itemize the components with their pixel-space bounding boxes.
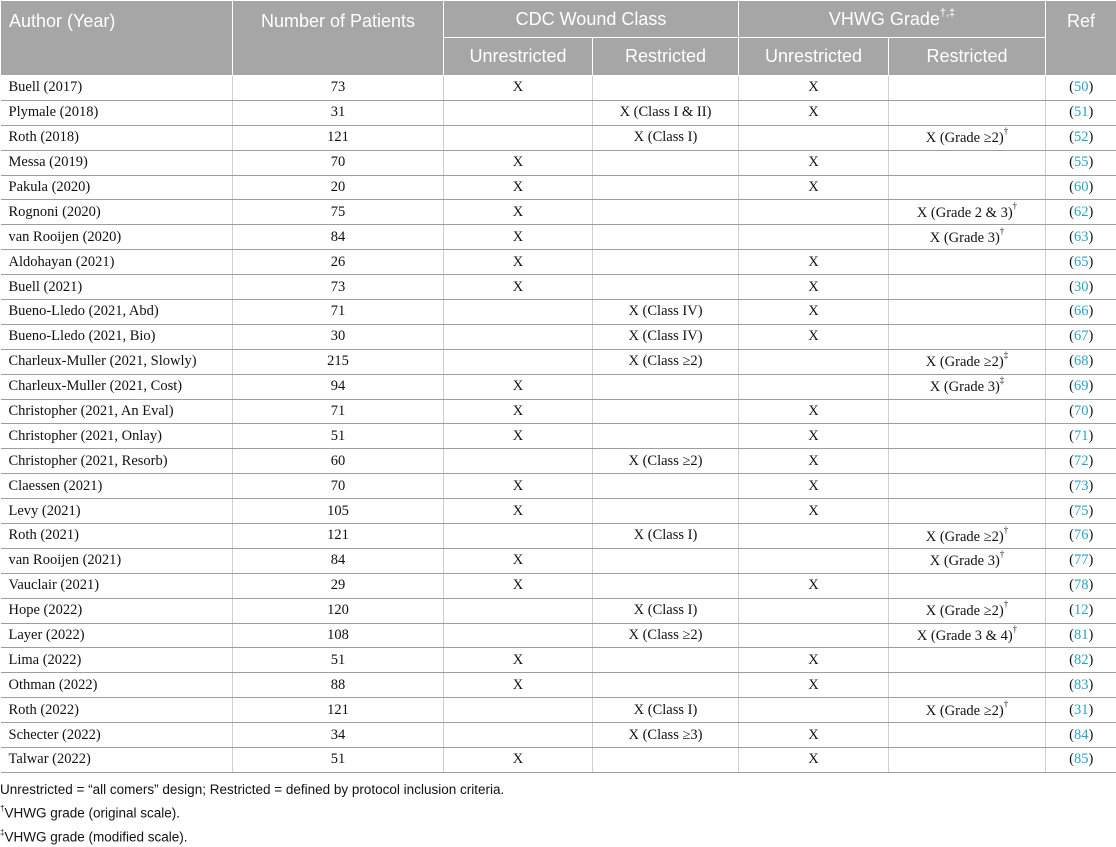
table-row [1, 399, 1116, 424]
author-cell: van Rooijen (2020) [1, 225, 233, 250]
cdc-unrestricted-cell: X [444, 250, 593, 275]
ref-link[interactable]: 83 [1074, 677, 1089, 693]
ref-link[interactable]: 72 [1074, 453, 1089, 469]
cdc-unrestricted-cell: X [444, 499, 593, 524]
cdc-restricted-cell [593, 399, 739, 424]
vhwg-unrestricted-cell: X [739, 648, 889, 673]
patients-cell: 84 [233, 225, 444, 250]
patients-cell: 84 [233, 548, 444, 573]
vhwg-unrestricted-cell [739, 524, 889, 549]
table-row [1, 698, 1116, 723]
vhwg-unrestricted-cell [739, 374, 889, 399]
patients-cell: 71 [233, 300, 444, 325]
cdc-unrestricted-cell [444, 349, 593, 374]
ref-link[interactable]: 84 [1074, 727, 1089, 743]
vhwg-grade-label: VHWG Grade [829, 9, 940, 29]
footnote-definitions: Unrestricted = “all comers” design; Restricted = defined by protocol inclusion criteria. [0, 780, 504, 800]
cdc-restricted-cell: X (Class I & II) [593, 100, 739, 125]
vhwg-unrestricted-header: Unrestricted [739, 38, 889, 76]
vhwg-restricted-text: X (Grade 3) [930, 553, 1000, 569]
table-body [1, 76, 1116, 773]
table-row [1, 474, 1116, 499]
cdc-restricted-cell [593, 424, 739, 449]
patients-cell: 120 [233, 598, 444, 623]
ref-cell: (65) [1046, 250, 1116, 275]
vhwg-restricted-cell [889, 698, 1046, 723]
vhwg-restricted-text: X (Grade 3) [930, 379, 1000, 395]
table-row [1, 150, 1116, 175]
vhwg-restricted-cell [889, 673, 1046, 698]
vhwg-unrestricted-cell: X [739, 250, 889, 275]
ref-cell: (67) [1046, 324, 1116, 349]
vhwg-restricted-mark: † [1000, 549, 1005, 559]
vhwg-restricted-cell [889, 598, 1046, 623]
vhwg-unrestricted-cell: X [739, 449, 889, 474]
table-row [1, 723, 1116, 748]
patients-cell: 70 [233, 150, 444, 175]
vhwg-unrestricted-cell: X [739, 300, 889, 325]
table-footnotes [0, 780, 504, 847]
ref-link[interactable]: 31 [1074, 702, 1089, 718]
ref-cell: (69) [1046, 374, 1116, 399]
table-row [1, 374, 1116, 399]
vhwg-restricted-mark: ‡ [1004, 350, 1009, 360]
table-header [1, 1, 1116, 76]
ref-cell: (72) [1046, 449, 1116, 474]
vhwg-restricted-text: X (Grade ≥2) [926, 603, 1004, 619]
vhwg-grade-footnote-marks: †,‡ [940, 7, 955, 19]
vhwg-unrestricted-cell: X [739, 76, 889, 101]
cdc-restricted-cell [593, 374, 739, 399]
patients-cell: 51 [233, 748, 444, 773]
vhwg-restricted-cell [889, 275, 1046, 300]
cdc-unrestricted-cell: X [444, 76, 593, 101]
vhwg-restricted-mark: ‡ [1000, 375, 1005, 385]
cdc-unrestricted-cell [444, 598, 593, 623]
vhwg-restricted-mark: † [1004, 525, 1009, 535]
patients-cell: 121 [233, 698, 444, 723]
ref-cell: (71) [1046, 424, 1116, 449]
cdc-unrestricted-cell [444, 324, 593, 349]
vhwg-restricted-cell [889, 175, 1046, 200]
table-row [1, 648, 1116, 673]
vhwg-unrestricted-cell: X [739, 324, 889, 349]
author-cell: Christopher (2021, Onlay) [1, 424, 233, 449]
vhwg-unrestricted-cell: X [739, 399, 889, 424]
patients-cell: 20 [233, 175, 444, 200]
cdc-unrestricted-cell: X [444, 275, 593, 300]
author-cell: Schecter (2022) [1, 723, 233, 748]
ref-link[interactable]: 63 [1074, 229, 1089, 245]
author-cell: Buell (2017) [1, 76, 233, 101]
author-year-header: Author (Year) [1, 1, 233, 76]
vhwg-unrestricted-cell: X [739, 573, 889, 598]
vhwg-restricted-cell [889, 76, 1046, 101]
ref-link[interactable]: 78 [1074, 577, 1089, 593]
cdc-restricted-cell [593, 548, 739, 573]
cdc-unrestricted-cell: X [444, 225, 593, 250]
ref-cell: (77) [1046, 548, 1116, 573]
patients-cell: 88 [233, 673, 444, 698]
cdc-unrestricted-cell [444, 100, 593, 125]
author-cell: Messa (2019) [1, 150, 233, 175]
patients-cell: 26 [233, 250, 444, 275]
author-cell: Bueno-Lledo (2021, Abd) [1, 300, 233, 325]
ref-cell: (83) [1046, 673, 1116, 698]
patients-cell: 31 [233, 100, 444, 125]
table-row [1, 225, 1116, 250]
vhwg-restricted-cell [889, 573, 1046, 598]
author-cell: Othman (2022) [1, 673, 233, 698]
ref-cell: (31) [1046, 698, 1116, 723]
cdc-unrestricted-cell: X [444, 648, 593, 673]
cdc-restricted-cell: X (Class IV) [593, 324, 739, 349]
footnote-double-dagger-mark: ‡ [0, 828, 4, 837]
author-cell: Roth (2022) [1, 698, 233, 723]
author-cell: Charleux-Muller (2021, Cost) [1, 374, 233, 399]
ref-cell: (66) [1046, 300, 1116, 325]
vhwg-restricted-cell [889, 524, 1046, 549]
ref-cell: (73) [1046, 474, 1116, 499]
cdc-restricted-cell [593, 175, 739, 200]
vhwg-restricted-text: X (Grade ≥2) [926, 703, 1004, 719]
vhwg-restricted-mark: † [1013, 201, 1018, 211]
vhwg-unrestricted-cell [739, 623, 889, 648]
cdc-restricted-cell [593, 275, 739, 300]
patients-cell: 34 [233, 723, 444, 748]
number-of-patients-header: Number of Patients [233, 1, 444, 76]
ref-header: Ref [1046, 1, 1116, 76]
ref-cell: (60) [1046, 175, 1116, 200]
vhwg-unrestricted-cell: X [739, 723, 889, 748]
author-cell: Christopher (2021, Resorb) [1, 449, 233, 474]
vhwg-unrestricted-cell [739, 698, 889, 723]
table-row [1, 76, 1116, 101]
author-cell: Charleux-Muller (2021, Slowly) [1, 349, 233, 374]
table-row [1, 673, 1116, 698]
patients-cell: 108 [233, 623, 444, 648]
cdc-restricted-cell [593, 573, 739, 598]
ref-cell: (55) [1046, 150, 1116, 175]
ref-link[interactable]: 81 [1074, 627, 1089, 643]
patients-cell: 51 [233, 648, 444, 673]
table-row [1, 548, 1116, 573]
patients-cell: 215 [233, 349, 444, 374]
vhwg-unrestricted-cell: X [739, 424, 889, 449]
cdc-restricted-cell: X (Class I) [593, 125, 739, 150]
cdc-unrestricted-cell: X [444, 424, 593, 449]
cdc-unrestricted-cell [444, 698, 593, 723]
table-row [1, 100, 1116, 125]
table-row [1, 573, 1116, 598]
cdc-restricted-cell [593, 225, 739, 250]
patients-cell: 121 [233, 125, 444, 150]
ref-cell: (76) [1046, 524, 1116, 549]
vhwg-unrestricted-cell: X [739, 150, 889, 175]
cdc-wound-class-header: CDC Wound Class [444, 1, 739, 38]
ref-cell: (63) [1046, 225, 1116, 250]
cdc-restricted-cell: X (Class ≥2) [593, 349, 739, 374]
vhwg-unrestricted-cell: X [739, 100, 889, 125]
table-row [1, 175, 1116, 200]
cdc-restricted-cell [593, 673, 739, 698]
author-cell: Roth (2018) [1, 125, 233, 150]
vhwg-restricted-cell [889, 200, 1046, 225]
cdc-unrestricted-cell [444, 300, 593, 325]
ref-cell: (51) [1046, 100, 1116, 125]
cdc-unrestricted-cell: X [444, 748, 593, 773]
table-row [1, 524, 1116, 549]
patients-cell: 105 [233, 499, 444, 524]
ref-link[interactable]: 66 [1074, 303, 1089, 319]
footnote-modified-scale-text: VHWG grade (modified scale). [4, 829, 187, 844]
patients-cell: 51 [233, 424, 444, 449]
ref-cell: (62) [1046, 200, 1116, 225]
vhwg-restricted-cell [889, 723, 1046, 748]
vhwg-restricted-cell [889, 349, 1046, 374]
cdc-restricted-header: Restricted [593, 38, 739, 76]
cdc-restricted-cell [593, 474, 739, 499]
footnote-modified-scale [0, 824, 504, 847]
vhwg-restricted-text: X (Grade 3) [930, 230, 1000, 246]
ref-link[interactable]: 52 [1074, 129, 1089, 145]
author-cell: Vauclair (2021) [1, 573, 233, 598]
ref-link[interactable]: 12 [1074, 602, 1089, 618]
ref-cell: (82) [1046, 648, 1116, 673]
cdc-unrestricted-cell: X [444, 474, 593, 499]
ref-link[interactable]: 77 [1074, 552, 1089, 568]
footnote-original-scale [0, 800, 504, 824]
ref-link[interactable]: 60 [1074, 179, 1089, 195]
cdc-unrestricted-cell: X [444, 548, 593, 573]
cdc-restricted-cell: X (Class ≥2) [593, 623, 739, 648]
vhwg-restricted-cell [889, 449, 1046, 474]
vhwg-restricted-mark: † [1013, 624, 1018, 634]
vhwg-unrestricted-cell [739, 200, 889, 225]
patients-cell: 73 [233, 275, 444, 300]
footnote-original-scale-text: VHWG grade (original scale). [4, 806, 180, 821]
ref-cell: (78) [1046, 573, 1116, 598]
table-row [1, 300, 1116, 325]
ref-link[interactable]: 70 [1074, 403, 1089, 419]
cdc-unrestricted-cell [444, 125, 593, 150]
table-row [1, 499, 1116, 524]
cdc-unrestricted-cell [444, 623, 593, 648]
ref-link[interactable]: 76 [1074, 527, 1089, 543]
vhwg-restricted-cell [889, 548, 1046, 573]
table-row [1, 748, 1116, 773]
vhwg-unrestricted-cell: X [739, 673, 889, 698]
vhwg-restricted-mark: † [1004, 126, 1009, 136]
cdc-unrestricted-cell: X [444, 673, 593, 698]
ref-link[interactable]: 85 [1074, 751, 1089, 767]
author-cell: Roth (2021) [1, 524, 233, 549]
ref-link[interactable]: 55 [1074, 154, 1089, 170]
table-row [1, 200, 1116, 225]
vhwg-restricted-cell [889, 748, 1046, 773]
cdc-restricted-cell [593, 648, 739, 673]
vhwg-unrestricted-cell: X [739, 499, 889, 524]
patients-cell: 121 [233, 524, 444, 549]
table-row [1, 250, 1116, 275]
author-cell: van Rooijen (2021) [1, 548, 233, 573]
author-cell: Buell (2021) [1, 275, 233, 300]
cdc-restricted-cell [593, 150, 739, 175]
ref-cell: (30) [1046, 275, 1116, 300]
vhwg-restricted-cell [889, 250, 1046, 275]
vhwg-restricted-cell [889, 150, 1046, 175]
cdc-restricted-cell [593, 499, 739, 524]
table-row [1, 125, 1116, 150]
cdc-unrestricted-cell: X [444, 374, 593, 399]
cdc-restricted-cell: X (Class IV) [593, 300, 739, 325]
cdc-unrestricted-cell: X [444, 150, 593, 175]
patients-cell: 70 [233, 474, 444, 499]
vhwg-restricted-text: X (Grade ≥2) [926, 130, 1004, 146]
footnote-dagger-mark: † [0, 804, 4, 813]
author-cell: Christopher (2021, An Eval) [1, 399, 233, 424]
cdc-unrestricted-cell [444, 449, 593, 474]
vhwg-unrestricted-cell: X [739, 275, 889, 300]
patients-cell: 94 [233, 374, 444, 399]
vhwg-unrestricted-cell: X [739, 175, 889, 200]
cdc-restricted-cell: X (Class ≥3) [593, 723, 739, 748]
cdc-restricted-cell: X (Class I) [593, 698, 739, 723]
author-cell: Plymale (2018) [1, 100, 233, 125]
author-cell: Lima (2022) [1, 648, 233, 673]
cdc-restricted-cell: X (Class I) [593, 598, 739, 623]
vhwg-grade-header [739, 1, 1046, 38]
ref-link[interactable]: 50 [1074, 79, 1089, 95]
ref-cell: (81) [1046, 623, 1116, 648]
ref-cell: (68) [1046, 349, 1116, 374]
cdc-unrestricted-cell [444, 524, 593, 549]
vhwg-restricted-cell [889, 399, 1046, 424]
vhwg-restricted-text: X (Grade 2 & 3) [917, 205, 1013, 221]
cdc-restricted-cell [593, 76, 739, 101]
ref-cell: (75) [1046, 499, 1116, 524]
author-cell: Levy (2021) [1, 499, 233, 524]
vhwg-unrestricted-cell [739, 225, 889, 250]
vhwg-restricted-cell [889, 324, 1046, 349]
ref-link[interactable]: 62 [1074, 204, 1089, 220]
cdc-unrestricted-header: Unrestricted [444, 38, 593, 76]
vhwg-restricted-mark: † [1004, 599, 1009, 609]
patients-cell: 71 [233, 399, 444, 424]
ref-link[interactable]: 30 [1074, 279, 1089, 295]
table-row [1, 324, 1116, 349]
author-cell: Aldohayan (2021) [1, 250, 233, 275]
ref-cell: (70) [1046, 399, 1116, 424]
table-row [1, 449, 1116, 474]
cdc-restricted-cell: X (Class ≥2) [593, 449, 739, 474]
vhwg-restricted-mark: † [1004, 699, 1009, 709]
vhwg-unrestricted-cell [739, 349, 889, 374]
vhwg-unrestricted-cell: X [739, 474, 889, 499]
patients-cell: 29 [233, 573, 444, 598]
ref-link[interactable]: 71 [1074, 428, 1089, 444]
vhwg-unrestricted-cell: X [739, 748, 889, 773]
cdc-restricted-cell: X (Class I) [593, 524, 739, 549]
table-row [1, 623, 1116, 648]
ref-cell: (85) [1046, 748, 1116, 773]
ref-link[interactable]: 82 [1074, 652, 1089, 668]
ref-link[interactable]: 67 [1074, 328, 1089, 344]
vhwg-restricted-cell [889, 100, 1046, 125]
cdc-restricted-cell [593, 250, 739, 275]
cdc-restricted-cell [593, 200, 739, 225]
ref-cell: (52) [1046, 125, 1116, 150]
vhwg-restricted-cell [889, 623, 1046, 648]
ref-link[interactable]: 65 [1074, 254, 1089, 270]
vhwg-restricted-cell [889, 474, 1046, 499]
vhwg-restricted-header: Restricted [889, 38, 1046, 76]
table-row [1, 275, 1116, 300]
vhwg-unrestricted-cell [739, 598, 889, 623]
cdc-unrestricted-cell [444, 723, 593, 748]
author-cell: Layer (2022) [1, 623, 233, 648]
ref-cell: (12) [1046, 598, 1116, 623]
vhwg-restricted-cell [889, 300, 1046, 325]
vhwg-restricted-text: X (Grade 3 & 4) [917, 628, 1013, 644]
table-row [1, 424, 1116, 449]
vhwg-restricted-cell [889, 648, 1046, 673]
author-cell: Pakula (2020) [1, 175, 233, 200]
cdc-unrestricted-cell: X [444, 573, 593, 598]
vhwg-restricted-cell [889, 225, 1046, 250]
author-cell: Claessen (2021) [1, 474, 233, 499]
vhwg-unrestricted-cell [739, 125, 889, 150]
patients-cell: 30 [233, 324, 444, 349]
vhwg-unrestricted-cell [739, 548, 889, 573]
author-cell: Hope (2022) [1, 598, 233, 623]
author-cell: Rognoni (2020) [1, 200, 233, 225]
vhwg-restricted-mark: † [1000, 226, 1005, 236]
table-row [1, 349, 1116, 374]
ref-link[interactable]: 69 [1074, 378, 1089, 394]
ref-link[interactable]: 75 [1074, 503, 1089, 519]
table-row [1, 598, 1116, 623]
author-cell: Bueno-Lledo (2021, Bio) [1, 324, 233, 349]
author-cell: Talwar (2022) [1, 748, 233, 773]
vhwg-restricted-text: X (Grade ≥2) [926, 354, 1004, 370]
patients-cell: 75 [233, 200, 444, 225]
ref-link[interactable]: 68 [1074, 353, 1089, 369]
vhwg-restricted-cell [889, 424, 1046, 449]
cdc-unrestricted-cell: X [444, 200, 593, 225]
ref-cell: (50) [1046, 76, 1116, 101]
patients-cell: 73 [233, 76, 444, 101]
patients-cell: 60 [233, 449, 444, 474]
ref-cell: (84) [1046, 723, 1116, 748]
cdc-unrestricted-cell: X [444, 399, 593, 424]
vhwg-restricted-cell [889, 125, 1046, 150]
vhwg-restricted-cell [889, 499, 1046, 524]
vhwg-restricted-cell [889, 374, 1046, 399]
cdc-restricted-cell [593, 748, 739, 773]
ref-link[interactable]: 73 [1074, 478, 1089, 494]
vhwg-restricted-text: X (Grade ≥2) [926, 528, 1004, 544]
ref-link[interactable]: 51 [1074, 104, 1089, 120]
cdc-unrestricted-cell: X [444, 175, 593, 200]
